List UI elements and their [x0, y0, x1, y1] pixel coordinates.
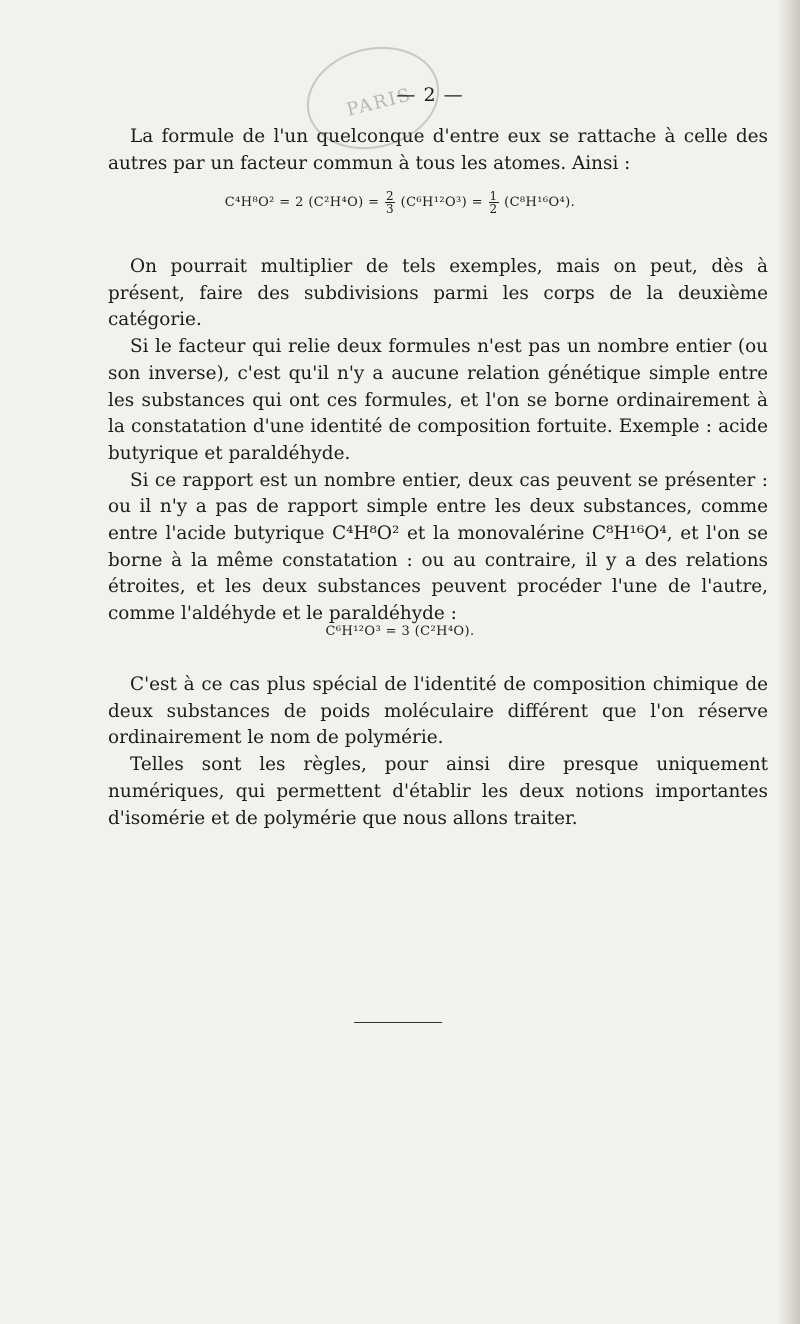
paragraph-6: Telles sont les règles, pour ainsi dire presque uniquement numériques, qui permettent d'établir les deux notions importantes d'isomérie et de polymérie que nous allons traiter.: [108, 754, 768, 829]
formula-1-middle: (C⁶H¹²O³) =: [400, 195, 483, 210]
library-stamp-text: PARIS: [344, 84, 415, 121]
formula-2-text: C⁶H¹²O³ = 3 (C²H⁴O).: [325, 624, 475, 639]
fraction-two-thirds: [385, 190, 395, 215]
fraction-1-numerator: 2: [386, 189, 395, 203]
formula-1-right: (C⁸H¹⁶O⁴).: [504, 195, 576, 210]
paragraph-2: On pourrait multiplier de tels exemples, mais on peut, dès à présent, faire des subdivisions parmi les corps de la deuxième catégorie.: [108, 256, 768, 331]
fraction-2-numerator: 1: [489, 189, 498, 203]
page-number: — 2 —: [396, 84, 464, 106]
fraction-1-denominator: 3: [386, 202, 395, 216]
fraction-2-denominator: 2: [489, 202, 498, 216]
paragraph-1: La formule de l'un quelconque d'entre eux se rattache à celle des autres par un facteur commun à tous les atomes. Ainsi :: [108, 126, 768, 174]
paragraph-4: Si ce rapport est un nombre entier, deux cas peuvent se présenter : ou il n'y a pas de rapport simple entre les deux substances, comme entre l'acide butyrique C⁴H⁸O² et la monovalérine C⁸H¹⁶O⁴, et l'on se borne à la même constatation : ou au contraire, il y a des relations étroites, et les deux substances peuvent procéder l'une de l'autre, comme l'aldéhyde et le paraldéhyde :: [108, 469, 768, 625]
formula-paraldehyde: [0, 624, 800, 639]
fraction-one-half: [489, 190, 499, 215]
closing-text-block: [108, 672, 768, 832]
formula-butyric: [0, 190, 800, 215]
paragraph-intro-block: [108, 124, 768, 177]
paragraph-3: Si le facteur qui relie deux formules n'est pas un nombre entier (ou son inverse), c'est qu'il n'y a aucune relation génétique simple entre les substances qui ont ces formules, et l'on se borne ordinairement à la constatation d'une identité de composition fortuite. Exemple : acide butyrique et paraldéhyde.: [108, 336, 768, 464]
paragraph-5: C'est à ce cas plus spécial de l'identité de composition chimique de deux substances de poids moléculaire différent que l'on réserve ordinairement le nom de polymérie.: [108, 674, 768, 749]
main-text-block: [108, 254, 768, 628]
formula-1-left: C⁴H⁸O² = 2 (C²H⁴O) =: [224, 195, 380, 210]
section-divider-rule: [354, 1022, 442, 1023]
